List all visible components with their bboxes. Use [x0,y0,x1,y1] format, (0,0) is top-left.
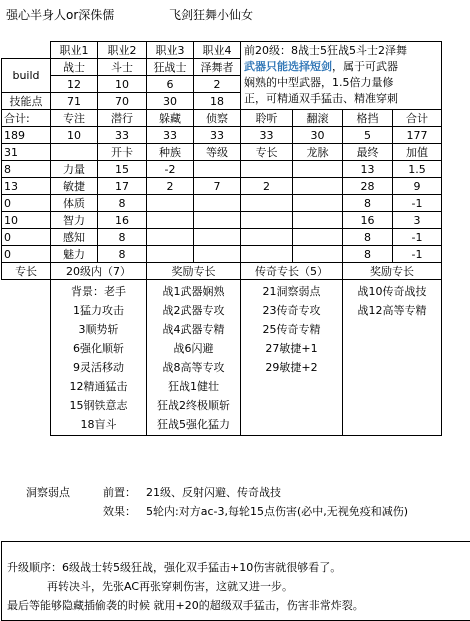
attr-bonus: 1.5 [393,161,442,178]
feat-item: 23传奇专攻 [262,304,321,317]
attr-bonus: -1 [393,229,442,246]
attr-level [194,246,241,263]
skill-header: 躲藏 [147,110,194,127]
feat-item: 6强化顺斩 [73,342,124,355]
skill-value: 5 [343,127,393,144]
class-name-4: 职业4 [194,42,241,59]
insight-name: 洞察弱点 [26,486,70,499]
note-line-3: 娴熟的中型武器，1.5倍力量修 [244,76,394,89]
skill-header: 潜行 [98,110,147,127]
attr-name: 敏捷 [51,178,98,195]
feat-item: 战6闪避 [173,342,214,355]
skill-header: 聆听 [241,110,293,127]
class-2: 斗士 [98,59,147,76]
attr-left: 0 [2,246,51,263]
feat-item: 3顺势斩 [78,323,119,336]
attr-final: 28 [343,178,393,195]
attr-open: 8 [98,229,147,246]
attr-level [194,212,241,229]
build-label: build [2,59,51,93]
insight-effect: 5轮内:对方ac-3,每轮15点伤害(必中,无视免疫和减伤) [146,505,409,518]
feat-item: 12精通猛击 [69,380,128,393]
title-left: 强心半身人or深侏儒 [6,8,115,22]
feat-item: 背景：老手 [71,285,126,298]
skill-value: 33 [194,127,241,144]
summary-line-2: 再转决斗，先张AC再张穿刺伤害，这就又进一步。 [47,580,294,593]
feat-list-20 [51,280,147,436]
skill-points-4: 18 [194,93,241,110]
class-name-1: 职业1 [51,42,98,59]
class-level-3: 6 [147,76,194,93]
skill-value: 30 [293,127,343,144]
skill-header: 合计 [393,110,442,127]
feat-header: 专长 [2,263,51,280]
skill-header: 侦察 [194,110,241,127]
feat-header-legend: 传奇专长（5） [241,263,343,280]
attr-left: 0 [2,195,51,212]
attr-left: 10 [2,212,51,229]
attr-feat [241,229,293,246]
skill-points-1: 71 [51,93,98,110]
attr-header: 开卡 [98,144,147,161]
feat-item: 21洞察弱点 [262,285,321,298]
attr-name: 魅力 [51,246,98,263]
attr-row [2,178,442,195]
build-note [241,42,442,110]
attr-bonus: -1 [393,246,442,263]
attr-race [147,246,194,263]
attr-open: 16 [98,212,147,229]
attr-header: 专长 [241,144,293,161]
skill-header: 格挡 [343,110,393,127]
build-sheet [1,41,442,436]
feat-item: 战1武器娴熟 [162,285,225,298]
attr-feat [241,246,293,263]
class-name-2: 职业2 [98,42,147,59]
attr-level [194,161,241,178]
attr-name: 智力 [51,212,98,229]
attr-name: 力量 [51,161,98,178]
attr-pool: 31 [2,144,51,161]
attr-bonus: 9 [393,178,442,195]
class-3: 狂战士 [147,59,194,76]
feat-list-bonus [147,280,241,436]
feat-item: 15钢铁意志 [69,399,128,412]
attr-bonus: -1 [393,195,442,212]
attr-dragon [293,229,343,246]
attr-level: 7 [194,178,241,195]
feat-item: 战10传奇战技 [357,285,427,298]
attr-name: 感知 [51,229,98,246]
attr-feat [241,212,293,229]
attr-feat: 2 [241,178,293,195]
attr-level [194,195,241,212]
feat-item: 29敏捷+2 [265,361,318,374]
feat-item: 狂战1健壮 [168,380,219,393]
attr-header: 等级 [194,144,241,161]
skill-value: 33 [98,127,147,144]
feat-item: 狂战2终极顺斩 [157,399,230,412]
attr-final: 13 [343,161,393,178]
attr-final: 8 [343,246,393,263]
attr-race [147,229,194,246]
attr-dragon [293,195,343,212]
class-level-4: 2 [194,76,241,93]
attr-dragon [293,246,343,263]
title-right: 飞剑狂舞小仙女 [169,8,254,22]
attr-race: -2 [147,161,194,178]
attr-dragon [293,161,343,178]
note-line-4: 正，可精通双手猛击、精准穿刺 [244,92,398,105]
attr-header: 龙脉 [293,144,343,161]
attr-race [147,195,194,212]
attr-row [2,212,442,229]
class-4: 泽舞者 [194,59,241,76]
summary-line-1: 升级顺序：6级战士转5级狂战，强化双手猛击+10伤害就很够看了。 [7,561,342,574]
skill-value: 33 [241,127,293,144]
attr-bonus: 3 [393,212,442,229]
feat-item: 27敏捷+1 [265,342,318,355]
class-1: 战士 [51,59,98,76]
skill-points-label: 技能点 [2,93,51,110]
attr-dragon [293,212,343,229]
attr-level [194,229,241,246]
skills-total-label: 合计: [2,110,51,127]
note-highlight: 武器只能选择短剑 [244,60,332,73]
summary-line-3: 最后等能够隐藏插偷袭的时候 就用+20的超级双手猛击，伤害非常炸裂。 [7,599,364,612]
attr-header: 最终 [343,144,393,161]
feat-header-20: 20级内（7） [51,263,147,280]
feat-item: 9灵活移动 [73,361,124,374]
skill-header: 翻滚 [293,110,343,127]
attr-header: 种族 [147,144,194,161]
attr-row [2,161,442,178]
attr-name: 体质 [51,195,98,212]
skill-points-2: 70 [98,93,147,110]
feat-item: 25传奇专精 [262,323,321,336]
note-line-2 [244,59,438,75]
attr-open: 8 [98,246,147,263]
blank-cell [51,144,98,161]
blank-cell [2,280,51,436]
attr-left: 0 [2,229,51,246]
attr-race: 2 [147,178,194,195]
attr-open: 15 [98,161,147,178]
skills-total: 189 [2,127,51,144]
note-line-2-rest: ，属于可武器 [332,60,398,73]
attr-feat [241,161,293,178]
insight-prereq: 21级、反射闪避、传奇战技 [146,486,281,499]
attr-dragon [293,178,343,195]
attr-final: 8 [343,195,393,212]
skill-value: 10 [51,127,98,144]
feat-header-bonus: 奖励专长 [147,263,241,280]
feat-item: 战4武器专精 [162,323,225,336]
attr-row [2,246,442,263]
feat-item: 狂战5强化猛力 [157,418,230,431]
class-level-1: 12 [51,76,98,93]
skill-value: 33 [147,127,194,144]
feat-list-legend [241,280,343,436]
feat-item: 战2武器专攻 [162,304,225,317]
summary-box [1,541,470,621]
attr-final: 8 [343,229,393,246]
attr-feat [241,195,293,212]
feat-item: 战12高等专精 [357,304,427,317]
feat-item: 18盲斗 [80,418,117,431]
class-level-2: 10 [98,76,147,93]
attr-open: 8 [98,195,147,212]
attr-left: 13 [2,178,51,195]
attr-final: 16 [343,212,393,229]
blank-cell [2,42,51,59]
insight-effect-label: 效果： [103,505,136,518]
attr-row [2,229,442,246]
attr-race [147,212,194,229]
attr-open: 17 [98,178,147,195]
feat-list-bonus-2 [343,280,442,436]
attr-header: 加值 [393,144,442,161]
skill-header: 专注 [51,110,98,127]
note-line-1: 前20级：8战士5狂战5斗士2泽舞 [244,44,407,57]
attr-row [2,195,442,212]
skill-value: 177 [393,127,442,144]
class-name-3: 职业3 [147,42,194,59]
insight-prereq-label: 前置： [103,486,136,499]
feat-item: 1猛力攻击 [73,304,124,317]
feat-item: 战8高等专攻 [162,361,225,374]
skill-points-3: 30 [147,93,194,110]
attr-left: 8 [2,161,51,178]
feat-header-bonus-2: 奖励专长 [343,263,442,280]
